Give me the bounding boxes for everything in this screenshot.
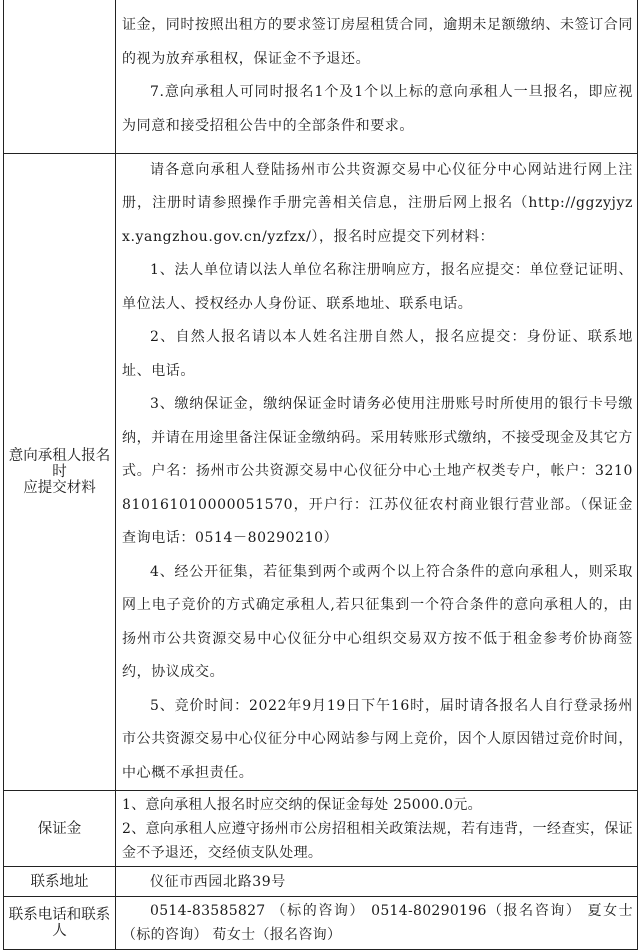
contact-label-line: 联系电话和联系	[8, 907, 111, 923]
materials-paragraph: 5、竞价时间：2022年9月19日下午16时，届时请各报名人自行登录扬州市公共资源交易中心仪征分中心网站参与网上竞价，因个人原因错过竞价时间，中心概不承担责任。	[122, 697, 633, 781]
contact-value: 0514-83585827 （标的咨询） 0514-80290196（报名咨询） 夏女士（标的咨询） 荀女士（报名咨询）	[122, 903, 633, 943]
deposit-label-cell: 保证金	[4, 791, 116, 867]
materials-label-line: 时	[52, 463, 67, 480]
deposit-paragraph: 2、意向承租人应遵守扬州市公房招租相关政策法规，若有违背，一经查实，保证金不予退还，交经侦支队处理。	[122, 820, 633, 861]
materials-row	[4, 153, 638, 791]
deposit-row	[4, 791, 638, 867]
address-content-cell	[116, 867, 638, 897]
materials-paragraph: 请各意向承租人登陆扬州市公共资源交易中心仪征分中心网站进行网上注册，注册时请参照操作手册完善相关信息，注册后网上报名（http://ggzyjyzx.yangzhou.gov.cn/yzfzx/），报名时应提交下列材料：	[122, 161, 633, 245]
deposit-content-cell	[116, 791, 638, 867]
deposit-paragraph: 1、意向承租人报名时应交纳的保证金每处 25000.0元。	[122, 796, 482, 813]
contact-row	[4, 897, 638, 950]
continued-content-cell	[116, 0, 638, 153]
address-row	[4, 867, 638, 897]
continued-row	[4, 0, 638, 153]
contact-label-line: 人	[52, 923, 67, 939]
announcement-table	[3, 0, 638, 950]
contact-label-cell	[4, 897, 116, 950]
materials-paragraph: 2、自然人报名请以本人姓名注册自然人，报名应提交：身份证、联系地址、电话。	[122, 329, 633, 379]
continued-paragraph: 7.意向承租人可同时报名1个及1个以上标的意向承租人一旦报名，即应视为同意和接受招租公告中的全部条件和要求。	[122, 84, 633, 134]
materials-paragraph: 4、经公开征集，若征集到两个或两个以上符合条件的意向承租人，则采取网上电子竞价的方式确定承租人,若只征集到一个符合条件的意向承租人的，由扬州市公共资源交易中心仪征分中心组织交易双方按不低于租金参考价协商签约，协议成交。	[122, 563, 633, 680]
materials-label-line: 应提交材料	[23, 479, 96, 496]
continued-paragraph: 证金，同时按照出租方的要求签订房屋租赁合同，逾期未足额缴纳、未签订合同的视为放弃承租权，保证金不予退还。	[122, 17, 633, 67]
materials-label-line: 意向承租人报名	[8, 447, 111, 464]
materials-content-cell	[116, 153, 638, 791]
address-value: 仪征市西园北路39号	[150, 873, 286, 890]
contact-content-cell	[116, 897, 638, 950]
materials-paragraph: 1、法人单位请以法人单位名称注册响应方，报名应提交：单位登记证明、单位法人、授权经办人身份证、联系地址、联系电话。	[122, 262, 633, 312]
address-label-cell: 联系地址	[4, 867, 116, 897]
continued-label-cell	[4, 0, 116, 153]
materials-paragraph: 3、缴纳保证金，缴纳保证金时请务必使用注册账号时所使用的银行卡号缴纳，并请在用途里备注保证金缴纳码。采用转账形式缴纳，不接受现金及其它方式。户名：扬州市公共资源交易中心仪征分中心土地产权类专户，帐户：3210810161010000051570，开户行：江苏仪征农村商业银行营业部。（保证金查询电话：0514－80290210）	[122, 396, 633, 546]
materials-label-cell	[4, 153, 116, 791]
